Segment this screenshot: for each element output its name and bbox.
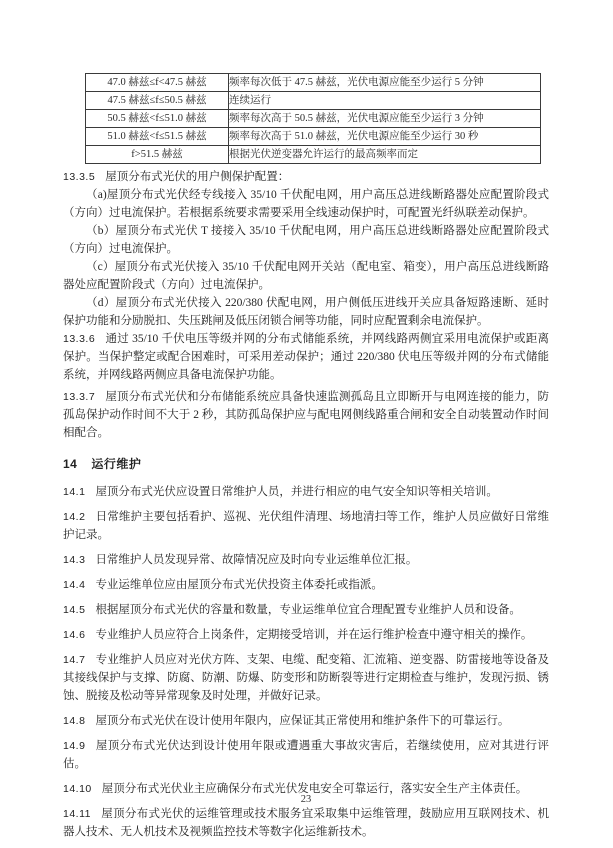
- clause-paragraph: [63, 737, 549, 773]
- frequency-response-table: [85, 73, 541, 164]
- frequency-range-cell: 50.5 赫兹<f≤51.0 赫兹: [86, 110, 229, 128]
- requirement-cell: 频率每次高于 51.0 赫兹，光伏电源应能至少运行 30 秒: [229, 128, 541, 146]
- clause-paragraph: [63, 626, 549, 644]
- clause-number: 14.1: [63, 486, 86, 498]
- clause-paragraph: [63, 168, 549, 186]
- clause-number: 14.3: [63, 554, 86, 566]
- clause-paragraph: [63, 388, 549, 442]
- clause-number: 14.6: [63, 629, 86, 641]
- clause-paragraph: [63, 508, 549, 544]
- frequency-range-cell: f>51.5 赫兹: [86, 146, 229, 164]
- clause-number: 13.3.5: [63, 171, 96, 183]
- frequency-range-cell: 47.0 赫兹≤f<47.5 赫兹: [86, 74, 229, 92]
- clause-text: 屋顶分布式光伏和分布储能系统应具备快速监测孤岛且立即断开与电网连接的能力，防孤岛保护动作时间不大于 2 秒，其防孤岛保护应与配电网侧线路重合闸和安全自动装置动作时间相配合。: [63, 391, 549, 439]
- clause-paragraph: [63, 712, 549, 730]
- clause-number: 13.3.7: [63, 391, 96, 403]
- frequency-table-body: [86, 74, 541, 164]
- clause-text: 屋顶分布式光伏在设计使用年限内，应保证其正常使用和维护条件下的可靠运行。: [95, 715, 510, 727]
- section-title: 运行维护: [91, 457, 142, 471]
- clause-number: 14.10: [63, 783, 92, 795]
- clause-number: 13.3.6: [63, 333, 96, 345]
- requirement-cell: 频率每次高于 50.5 赫兹，光伏电源应能至少运行 3 分钟: [229, 110, 541, 128]
- clause-text: （c）屋顶分布式光伏接入 35/10 千伏配电网开关站（配电室、箱变），用户高压总进线断路器处应配置阶段式（方向）过电流保护。: [63, 261, 549, 291]
- clause-number: 14.4: [63, 579, 86, 591]
- clause-number: 14.11: [63, 808, 91, 820]
- clause-paragraph: [63, 805, 549, 841]
- clause-text: 屋顶分布式光伏的用户侧保护配置：: [105, 171, 290, 183]
- frequency-table-row: [86, 128, 541, 146]
- clause-number: 14.9: [63, 740, 86, 752]
- clause-text: 日常维护人员发现异常、故障情况应及时向专业运维单位汇报。: [95, 554, 418, 566]
- section-number: 14: [63, 457, 78, 471]
- frequency-table-row: [86, 92, 541, 110]
- clause-number: 14.5: [63, 604, 86, 616]
- clauses-14-section: [63, 483, 549, 841]
- requirement-cell: 根据光伏逆变器允许运行的最高频率而定: [229, 146, 541, 164]
- requirement-cell: 频率每次低于 47.5 赫兹，光伏电源应能至少运行 5 分钟: [229, 74, 541, 92]
- clause-number: 14.2: [63, 511, 86, 523]
- clause-paragraph: [63, 551, 549, 569]
- clause-text: 日常维护主要包括看护、巡视、光伏组件清理、场地清扫等工作，维护人员应做好日常维护记录。: [63, 511, 549, 541]
- clause-text: 专业维护人员应对光伏方阵、支架、电缆、配变箱、汇流箱、逆变器、防雷接地等设备及其接线保护与支撑、防腐、防潮、防爆、防变形和防断裂等进行定期检查与维护，发现污损、锈蚀、脱接及松动等异常现象及时处理，并做好记录。: [63, 654, 549, 702]
- frequency-table-row: [86, 74, 541, 92]
- clause-text: 屋顶分布式光伏应设置日常维护人员，并进行相应的电气安全知识等相关培训。: [95, 486, 498, 498]
- frequency-table-row: [86, 110, 541, 128]
- clause-paragraph: [63, 651, 549, 705]
- clause-text: （b）屋顶分布式光伏 T 接接入 35/10 千伏配电网，用户高压总进线断路器处应配置阶段式（方向）过电流保护。: [63, 225, 549, 255]
- clauses-13-section: [63, 168, 549, 442]
- clause-text: （d）屋顶分布式光伏接入 220/380 伏配电网，用户侧低压进线开关应具备短路速断、延时保护功能和分励脱扣、失压跳闸及低压闭锁合闸等功能，同时应配置剩余电流保护。: [63, 297, 549, 327]
- clause-text: 专业维护人员应符合上岗条件，定期接受培训，并在运行维护检查中遵守相关的操作。: [95, 629, 533, 641]
- frequency-table-row: [86, 146, 541, 164]
- page-number: 23: [300, 794, 312, 805]
- clause-paragraph: [63, 222, 549, 258]
- clause-number: 14.8: [63, 715, 86, 727]
- clause-paragraph: [63, 330, 549, 384]
- frequency-range-cell: 47.5 赫兹≤f≤50.5 赫兹: [86, 92, 229, 110]
- frequency-range-cell: 51.0 赫兹<f≤51.5 赫兹: [86, 128, 229, 146]
- clause-paragraph: [63, 294, 549, 330]
- clause-paragraph: [63, 186, 549, 222]
- section-heading: [63, 455, 549, 472]
- clause-text: 根据屋顶分布式光伏的容量和数量，专业运维单位宜合理配置专业维护人员和设备。: [95, 604, 521, 616]
- requirement-cell: 连续运行: [229, 92, 541, 110]
- clause-paragraph: [63, 576, 549, 594]
- clause-text: 屋顶分布式光伏的运维管理或技术服务宜采取集中运维管理，鼓励应用互联网技术、机器人技术、无人机技术及视频监控技术等数字化运维新技术。: [63, 808, 549, 838]
- clause-number: 14.7: [63, 654, 86, 666]
- clause-text: 专业运维单位应由屋顶分布式光伏投资主体委托或指派。: [95, 579, 383, 591]
- clause-text: （a)屋顶分布式光伏经专线接入 35/10 千伏配电网，用户高压总进线断路器处应配置阶段式（方向）过电流保护。若根据系统要求需要采用全线速动保护时，可配置光纤纵联差动保护。: [63, 189, 549, 219]
- clause-text: 通过 35/10 千伏电压等级并网的分布式储能系统，并网线路两侧宜采用电流保护或距离保护。当保护整定或配合困难时，可采用差动保护；通过 220/380 伏电压等级并网的分布式储能系统，并网线路两侧应具备电流保护功能。: [63, 333, 549, 381]
- clause-paragraph: [63, 483, 549, 501]
- clause-text: 屋顶分布式光伏业主应确保分布式光伏发电安全可靠运行，落实安全生产主体责任。: [101, 783, 528, 795]
- clause-paragraph: [63, 258, 549, 294]
- clause-paragraph: [63, 601, 549, 619]
- clause-text: 屋顶分布式光伏达到设计使用年限或遭遇重大事故灾害后，若继续使用，应对其进行评估。: [63, 740, 549, 770]
- page-content: [63, 67, 549, 848]
